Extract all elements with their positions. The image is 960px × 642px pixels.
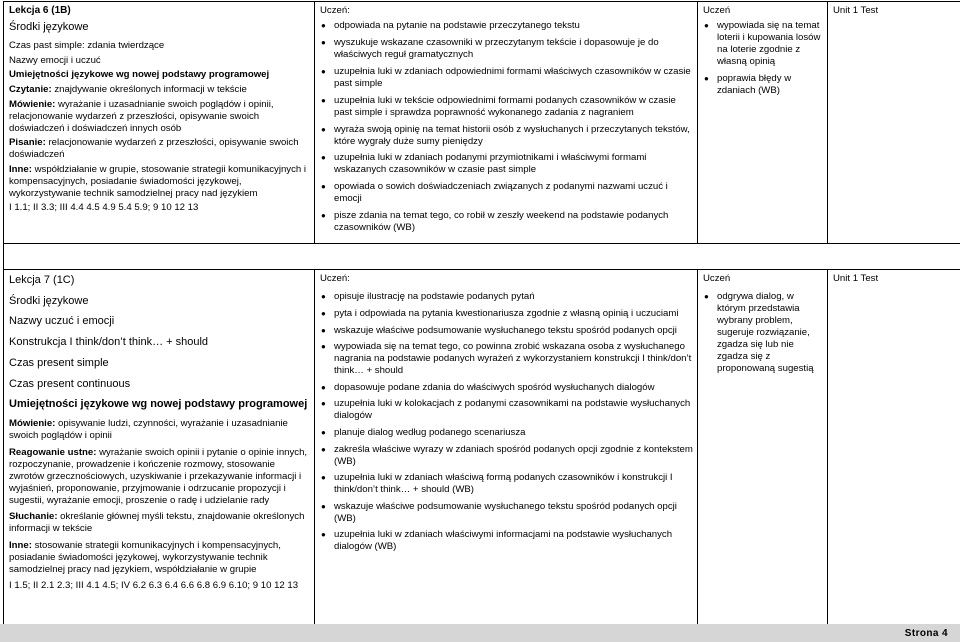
detail-line (9, 69, 310, 81)
lesson-details-cell (4, 270, 315, 632)
detail-line (9, 580, 310, 592)
detail-text: opisywanie ludzi, czynności, wyrażanie i uzasadnianie swoich poglądów i opinii (9, 417, 288, 441)
detail-line (9, 418, 310, 442)
extended-objectives-list (703, 20, 823, 97)
detail-text: Nazwy emocji i uczuć (9, 54, 101, 66)
objectives-cell (315, 2, 698, 244)
lesson-title: Lekcja 6 (1B) (9, 5, 71, 16)
detail-text: wyrażanie i uzasadnianie swoich poglądów i opinii, relacjonowanie wydarzeń z przeszłości, opisywanie swoich doświadczeń i doświadczeń innych osób (9, 98, 274, 134)
extended-objectives-header: Uczeń (703, 5, 731, 16)
objective-item: ● wskazuje właściwe podsumowanie wysłuchanego tekstu spośród podanych opcji (WB) (334, 501, 693, 525)
detail-text: współdziałanie w grupie, stosowanie strategii komunikacyjnych i kompensacyjnych, posiadanie świadomości językowej, wykorzystywanie technik samodzielnej pracy nad językiem (9, 163, 307, 199)
detail-line (9, 447, 310, 507)
objective-item: ● uzupełnia luki w tekście odpowiednimi formami podanych czasowników w czasie past simple i sprawdza poprawność wykonanego zadania z nagraniem (334, 95, 693, 119)
objectives-cell (315, 270, 698, 632)
objectives-header: Uczeń: (320, 273, 350, 284)
detail-text: Konstrukcja I think/don’t think… + should (9, 336, 209, 349)
assessment-label: Unit 1 Test (833, 273, 879, 284)
detail-line (9, 84, 310, 96)
objective-item: ● pisze zdania na temat tego, co robił w zeszły weekend na podstawie podanych czasowników (WB) (334, 210, 693, 234)
lesson-plan-table (3, 1, 960, 632)
page-number: Strona 4 (904, 628, 948, 639)
objective-item: ● wypowiada się na temat loterii i kupowania losów na loterie zgodnie z własną opinią (717, 20, 823, 68)
detail-text: stosowanie strategii komunikacyjnych i kompensacyjnych, posiadanie świadomości językowej, wykorzystywanie technik samodzielnej pracy nad językiem, współdziałanie w grupie (9, 539, 281, 575)
detail-line (9, 202, 310, 214)
detail-label: Inne: (9, 163, 32, 175)
extended-objectives-header: Uczeń (703, 273, 731, 284)
detail-line (9, 397, 310, 411)
detail-line (9, 40, 310, 52)
objective-item: ● opowiada o sowich doświadczeniach związanych z podanymi nazwami uczuć i emocji (334, 181, 693, 205)
detail-text: Czas past simple: zdania twierdzące (9, 40, 165, 52)
objectives-list (320, 20, 693, 234)
lesson-details (9, 20, 310, 215)
detail-text: I 1.5; II 2.1 2.3; III 4.1 4.5; IV 6.2 6.3 6.4 6.6 6.8 6.9 6.10; 9 10 12 13 (9, 580, 299, 592)
objective-item: ● odgrywa dialog, w którym przedstawia wybrany problem, sugeruje rozwiązanie, zgadza się lub nie zgadza się z proponowaną sugestią (717, 291, 823, 375)
lesson-row (4, 2, 960, 244)
row-gap (4, 244, 960, 270)
detail-label: Inne: (9, 539, 32, 551)
objective-item: ● wyraża swoją opinię na temat historii osób z wysłuchanych i przeczytanych tekstów, które wygrały duże sumy pieniędzy (334, 124, 693, 148)
detail-line (9, 511, 310, 535)
page-footer (0, 624, 960, 642)
lesson-details-cell (4, 2, 315, 244)
assessment-cell (828, 270, 960, 632)
detail-line (9, 164, 310, 200)
detail-line (9, 356, 310, 370)
detail-text: relacjonowanie wydarzeń z przeszłości, opisywanie swoich doświadczeń (9, 137, 299, 161)
assessment-label: Unit 1 Test (833, 5, 879, 16)
objective-item: ● pyta i odpowiada na pytania kwestionariusza zgodnie z własną opinią i uczuciami (334, 308, 693, 320)
objective-item: ● zakreśla właściwe wyrazy w zdaniach spośród podanych opcji zgodnie z kontekstem (WB) (334, 444, 693, 468)
lesson-title: Lekcja 7 (1C) (9, 274, 75, 286)
detail-text: określanie głównej myśli tekstu, znajdowanie określonych informacji w tekście (9, 511, 305, 535)
objective-item: ● poprawia błędy w zdaniach (WB) (717, 73, 823, 97)
detail-line (9, 55, 310, 67)
detail-label: Mówienie: (9, 417, 56, 429)
objective-item: ● uzupełnia luki w zdaniach podanymi przymiotnikami i właściwymi formami wskazanych czasowników w czasie past simple (334, 152, 693, 176)
detail-line (9, 137, 310, 161)
assessment-cell (828, 2, 960, 244)
objectives-header: Uczeń: (320, 5, 350, 16)
detail-text: I 1.1; II 3.3; III 4.4 4.5 4.9 5.4 5.9; 9 10 12 13 (9, 202, 199, 214)
extended-objectives-cell (698, 270, 828, 632)
extended-objectives-cell (698, 2, 828, 244)
objectives-list (320, 291, 693, 553)
detail-line (9, 335, 310, 349)
detail-text: Czas present simple (9, 356, 109, 369)
detail-line (9, 540, 310, 576)
objective-item: ● wyszukuje wskazane czasowniki w przeczytanym tekście i dopasowuje je do właściwych reguł gramatycznych (334, 37, 693, 61)
objective-item: ● wskazuje właściwe podsumowanie wysłuchanego tekstu spośród podanych opcji (334, 325, 693, 337)
extended-objectives-list (703, 291, 823, 375)
detail-label: Słuchanie: (9, 511, 58, 523)
detail-label: Mówienie: (9, 98, 56, 110)
detail-label: Umiejętności językowe wg nowej podstawy programowej (9, 398, 308, 411)
objective-item: ● uzupełnia luki w kolokacjach z podanymi czasownikami na podstawie wysłuchanych dialogów (334, 398, 693, 422)
detail-line (9, 314, 310, 328)
objective-item: ● opisuje ilustrację na podstawie podanych pytań (334, 291, 693, 303)
objective-item: ● planuje dialog według podanego scenariusza (334, 427, 693, 439)
objective-item: ● uzupełnia luki w zdaniach właściwą formą podanych czasowników i konstrukcji I think/don’t think… + should (WB) (334, 472, 693, 496)
detail-label: Reagowanie ustne: (9, 446, 97, 458)
objective-item: ● odpowiada na pytanie na podstawie przeczytanego tekstu (334, 20, 693, 32)
detail-line (9, 377, 310, 391)
detail-label: Umiejętności językowe wg nowej podstawy programowej (9, 69, 270, 81)
detail-line (9, 20, 310, 34)
detail-text: Nazwy uczuć i emocji (9, 315, 115, 328)
objective-item: ● wypowiada się na temat tego, co powinna zrobić wskazana osoba z wysłuchanego nagrania na podstawie podanych wyrażeń z wykorzystaniem konstrukcji I think/don’t think… + should (334, 341, 693, 377)
detail-label: Pisanie: (9, 137, 46, 149)
lesson-row (4, 270, 960, 632)
lesson-details (9, 294, 310, 593)
objective-item: ● dopasowuje podane zdania do właściwych spośród wysłuchanych dialogów (334, 382, 693, 394)
detail-line (9, 99, 310, 135)
detail-text: Środki językowe (9, 20, 89, 33)
detail-text: Czas present continuous (9, 377, 131, 390)
detail-text: Środki językowe (9, 294, 89, 307)
detail-text: znajdywanie określonych informacji w tekście (51, 84, 247, 96)
detail-line (9, 294, 310, 308)
detail-label: Czytanie: (9, 84, 52, 96)
objective-item: ● uzupełnia luki w zdaniach odpowiednimi formami właściwych czasowników w czasie past simple (334, 66, 693, 90)
objective-item: ● uzupełnia luki w zdaniach właściwymi informacjami na podstawie wysłuchanych dialogów (WB) (334, 529, 693, 553)
detail-text: wyrażanie swoich opinii i pytanie o opinie innych, rozpoczynanie, prowadzenie i kończenie rozmowy, stosowanie zwrotów grzecznościowych, uzyskiwanie i przekazywanie informacji i wyjaśnień, proponowanie, przyjmowanie i odrzucanie propozycji i sugestii, wyrażanie emocji, proszenie o radę i udzielanie rady (9, 446, 308, 506)
